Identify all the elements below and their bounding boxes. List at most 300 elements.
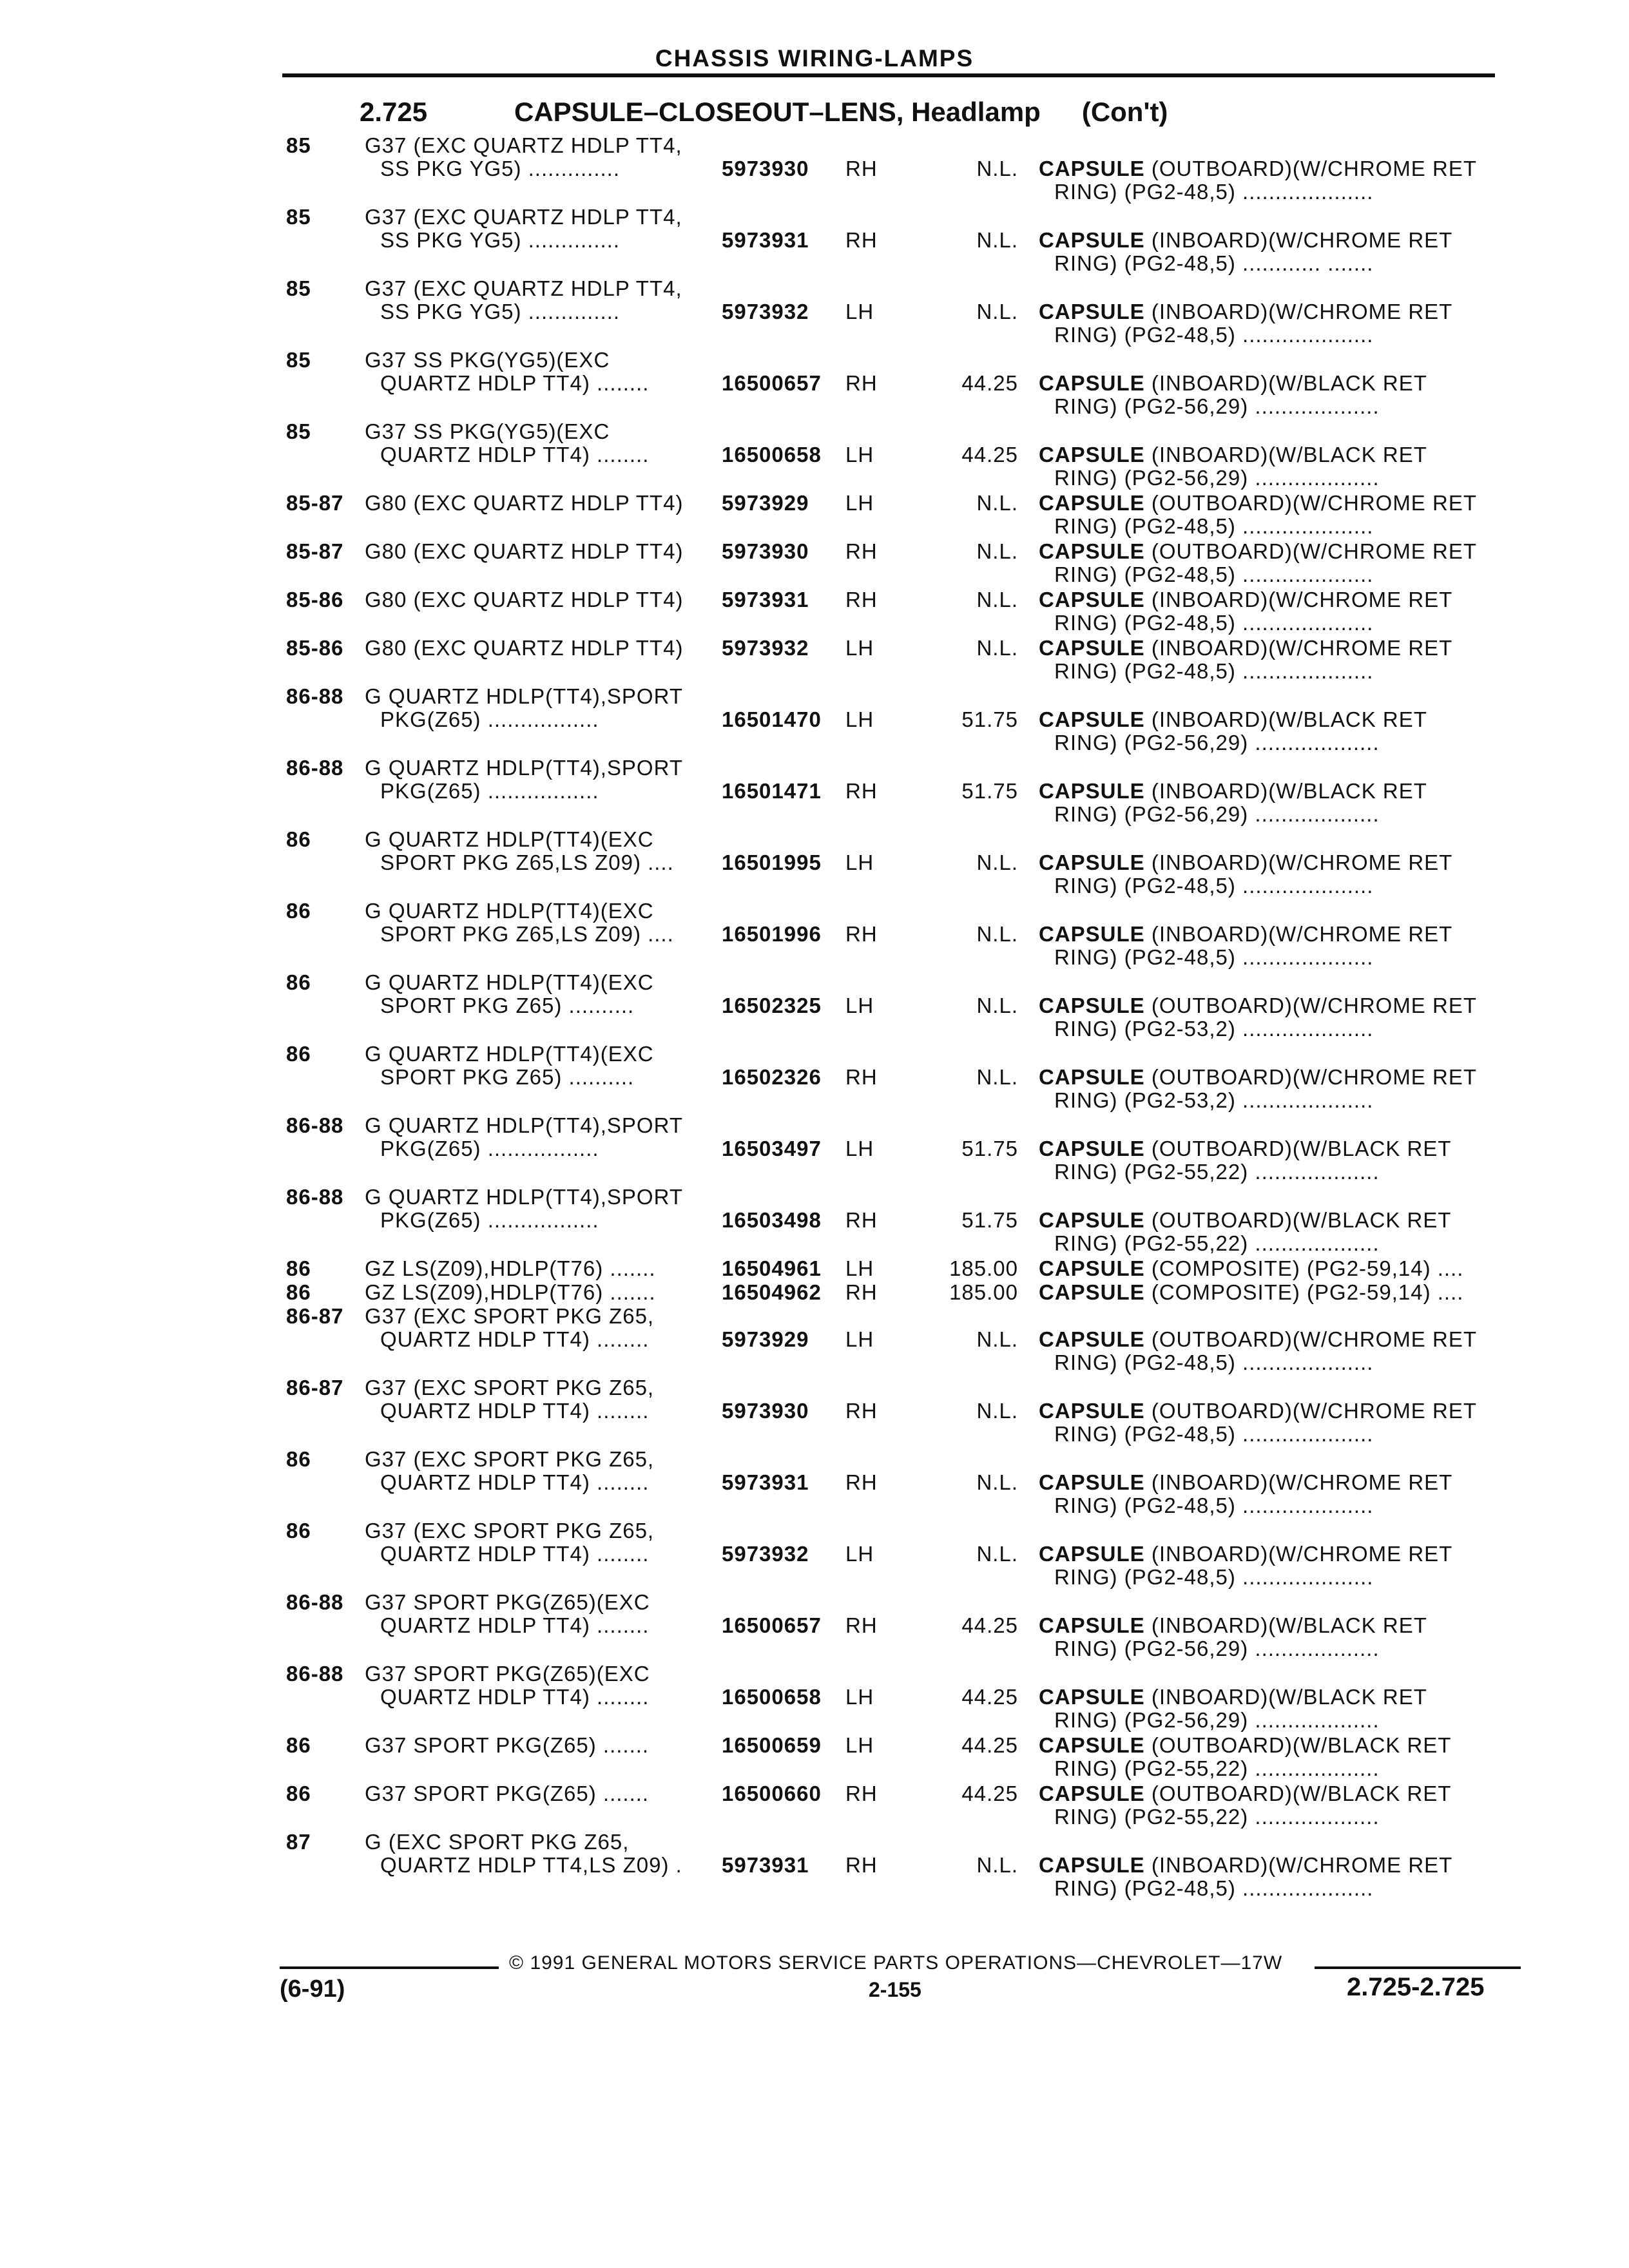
entry-year: 85-87 [286, 539, 344, 563]
entry-side: LH [845, 1137, 874, 1160]
entry-description [1039, 1614, 1427, 1637]
footer-rule-left [280, 1966, 499, 1969]
entry-description-detail: (COMPOSITE) (PG2-59,14) .... [1144, 1280, 1464, 1304]
parts-entry [0, 1831, 1629, 1902]
entry-description [1039, 1137, 1452, 1160]
entry-description [1039, 1281, 1463, 1304]
entry-description-detail: (INBOARD)(W/BLACK RET [1144, 371, 1427, 395]
entry-price: 51.75 [961, 1137, 1018, 1160]
entry-description-detail: (INBOARD)(W/BLACK RET [1144, 707, 1427, 731]
entry-description [1039, 994, 1477, 1017]
entry-price: 44.25 [961, 1782, 1018, 1805]
entry-application-line1: G QUARTZ HDLP(TT4),SPORT [365, 684, 683, 708]
entry-year: 86-88 [286, 1662, 344, 1686]
parts-entry [0, 277, 1629, 349]
entry-part-number: 5973930 [722, 1399, 809, 1423]
entry-price: N.L. [976, 1470, 1018, 1494]
entry-application-line2: PKG(Z65) ................. [380, 707, 599, 731]
entry-description-ring: RING) (PG2-48,5) ............ ....... [1054, 251, 1374, 275]
entry-description-detail: (OUTBOARD)(W/CHROME RET [1144, 994, 1477, 1017]
entry-application-line1: G80 (EXC QUARTZ HDLP TT4) [365, 491, 684, 515]
entry-description-detail: (INBOARD)(W/BLACK RET [1144, 443, 1427, 466]
entry-description-detail: (INBOARD)(W/CHROME RET [1144, 922, 1453, 946]
parts-entry [0, 1257, 1629, 1281]
entry-description-keyword: CAPSULE [1039, 779, 1145, 803]
entry-part-number: 5973931 [722, 228, 809, 252]
entry-application-line2: SPORT PKG Z65) .......... [380, 1065, 635, 1089]
footer-copyright: © 1991 GENERAL MOTORS SERVICE PARTS OPERATIONS—CHEVROLET—17W [509, 1952, 1283, 1974]
entry-year: 86 [286, 827, 311, 851]
entry-description [1039, 1399, 1477, 1423]
entry-description-keyword: CAPSULE [1039, 371, 1145, 395]
entry-application-line1: G37 (EXC QUARTZ HDLP TT4, [365, 205, 682, 229]
entry-part-number: 16501471 [722, 779, 822, 803]
entry-application-line1: G37 SPORT PKG(Z65) ....... [365, 1782, 650, 1805]
entry-description [1039, 1471, 1452, 1494]
entry-year: 86 [286, 1280, 311, 1304]
entry-description [1039, 1257, 1463, 1280]
entry-description [1039, 1854, 1452, 1877]
entry-description-ring: RING) (PG2-56,29) ................... [1054, 394, 1380, 418]
entry-part-number: 16502325 [722, 994, 822, 1017]
entry-description-keyword: CAPSULE [1039, 1613, 1145, 1637]
entry-description [1039, 588, 1452, 611]
entry-application-line2: QUARTZ HDLP TT4) ........ [380, 1327, 650, 1351]
entry-description-detail: (INBOARD)(W/BLACK RET [1144, 779, 1427, 803]
entry-description [1039, 492, 1477, 515]
entry-price: N.L. [976, 1853, 1018, 1877]
entry-year: 86 [286, 1782, 311, 1805]
entry-part-number: 5973931 [722, 588, 809, 611]
entry-application-line2: QUARTZ HDLP TT4) ........ [380, 1613, 650, 1637]
entry-price: N.L. [976, 539, 1018, 563]
entry-part-number: 16500658 [722, 1685, 822, 1709]
entry-application-line1: GZ LS(Z09),HDLP(T76) ....... [365, 1280, 656, 1304]
entry-application-line2: SS PKG YG5) .............. [380, 157, 621, 180]
entry-description-ring: RING) (PG2-48,5) .................... [1054, 1565, 1374, 1589]
entry-part-number: 16500657 [722, 371, 822, 395]
parts-entry [0, 756, 1629, 828]
entry-description-keyword: CAPSULE [1039, 1542, 1145, 1566]
entry-application-line2: SS PKG YG5) .............. [380, 300, 621, 323]
entry-application-line2: QUARTZ HDLP TT4) ........ [380, 443, 650, 466]
entry-application-line1: G37 SPORT PKG(Z65)(EXC [365, 1590, 650, 1614]
entry-application-line2: SS PKG YG5) .............. [380, 228, 621, 252]
header-rule [282, 73, 1495, 77]
entry-side: RH [845, 371, 878, 395]
entry-application-line2: SPORT PKG Z65) .......... [380, 994, 635, 1017]
entry-price: 185.00 [949, 1280, 1018, 1304]
entry-side: LH [845, 707, 874, 731]
entry-year: 85 [286, 133, 311, 157]
entry-description [1039, 157, 1477, 180]
entry-description-keyword: CAPSULE [1039, 1470, 1145, 1494]
entry-description-keyword: CAPSULE [1039, 443, 1145, 466]
entry-description [1039, 1328, 1477, 1351]
entry-description-detail: (OUTBOARD)(W/BLACK RET [1144, 1208, 1452, 1232]
entry-description-ring: RING) (PG2-48,5) .................... [1054, 659, 1374, 683]
entry-price: 185.00 [949, 1256, 1018, 1280]
entry-description-detail: (INBOARD)(W/CHROME RET [1144, 636, 1453, 660]
entry-part-number: 16504962 [722, 1280, 822, 1304]
entry-description-keyword: CAPSULE [1039, 1065, 1145, 1089]
entry-price: N.L. [976, 1399, 1018, 1423]
entry-part-number: 5973929 [722, 1327, 809, 1351]
entry-description [1039, 923, 1452, 946]
entry-part-number: 16502326 [722, 1065, 822, 1089]
entry-year: 86 [286, 1519, 311, 1542]
entry-description-keyword: CAPSULE [1039, 1280, 1145, 1304]
parts-entry [0, 492, 1629, 540]
entry-description-ring: RING) (PG2-55,22) ................... [1054, 1160, 1380, 1184]
entry-part-number: 5973931 [722, 1853, 809, 1877]
entry-year: 86 [286, 1256, 311, 1280]
entry-side: RH [845, 1208, 878, 1232]
entry-application-line1: G QUARTZ HDLP(TT4)(EXC [365, 1042, 654, 1066]
entry-description-detail: (INBOARD)(W/CHROME RET [1144, 1542, 1453, 1566]
parts-entry [0, 828, 1629, 899]
section-name: CAPSULE–CLOSEOUT–LENS, Headlamp [514, 97, 1041, 127]
entry-description [1039, 229, 1452, 252]
entry-price: 44.25 [961, 1733, 1018, 1757]
entry-application-line1: G37 SS PKG(YG5)(EXC [365, 348, 610, 372]
entry-side: LH [845, 850, 874, 874]
entry-description-keyword: CAPSULE [1039, 922, 1145, 946]
parts-entry [0, 540, 1629, 588]
entry-application-line2: QUARTZ HDLP TT4) ........ [380, 1470, 650, 1494]
entry-side: RH [845, 922, 878, 946]
entry-side: RH [845, 779, 878, 803]
entry-side: LH [845, 1327, 874, 1351]
entry-side: LH [845, 636, 874, 660]
entry-description-ring: RING) (PG2-48,5) .................... [1054, 180, 1374, 204]
entry-price: 44.25 [961, 1613, 1018, 1637]
parts-entry [0, 1281, 1629, 1305]
entry-description-detail: (INBOARD)(W/CHROME RET [1144, 228, 1453, 252]
entry-description-ring: RING) (PG2-48,5) .................... [1054, 611, 1374, 635]
entry-year: 86-88 [286, 756, 344, 780]
section-number: 2.725 [360, 97, 428, 127]
entry-price: N.L. [976, 228, 1018, 252]
entry-side: RH [845, 1065, 878, 1089]
parts-entry [0, 637, 1629, 685]
entry-year: 86-88 [286, 1185, 344, 1209]
parts-list [0, 134, 1629, 1902]
entry-year: 85 [286, 419, 311, 443]
entry-description-keyword: CAPSULE [1039, 636, 1145, 660]
entry-application-line1: G37 SPORT PKG(Z65)(EXC [365, 1662, 650, 1686]
footer-section-range: 2.725-2.725 [1347, 1973, 1485, 2001]
footer-date: (6-91) [280, 1975, 345, 2003]
entry-part-number: 16501996 [722, 922, 822, 946]
entry-year: 86-87 [286, 1376, 344, 1399]
entry-side: LH [845, 1256, 874, 1280]
entry-year: 86-88 [286, 1590, 344, 1614]
parts-entry [0, 1186, 1629, 1257]
entry-year: 86-88 [286, 684, 344, 708]
entry-part-number: 16501470 [722, 707, 822, 731]
entry-application-line1: G37 SPORT PKG(Z65) ....... [365, 1733, 650, 1757]
entry-price: 44.25 [961, 443, 1018, 466]
entry-part-number: 16500657 [722, 1613, 822, 1637]
entry-part-number: 16500658 [722, 443, 822, 466]
entry-application-line1: G37 (EXC SPORT PKG Z65, [365, 1519, 655, 1542]
entry-application-line1: G (EXC SPORT PKG Z65, [365, 1830, 630, 1854]
entry-part-number: 5973930 [722, 157, 809, 180]
entry-description-detail: (INBOARD)(W/BLACK RET [1144, 1613, 1427, 1637]
entry-description-detail: (OUTBOARD)(W/BLACK RET [1144, 1782, 1452, 1805]
entry-description-keyword: CAPSULE [1039, 539, 1145, 563]
entry-description [1039, 540, 1477, 563]
entry-side: LH [845, 443, 874, 466]
entry-description-ring: RING) (PG2-55,22) ................... [1054, 1756, 1380, 1780]
entry-description-ring: RING) (PG2-48,5) .................... [1054, 874, 1374, 898]
entry-price: N.L. [976, 1542, 1018, 1566]
parts-entry [0, 1591, 1629, 1662]
entry-side: LH [845, 1685, 874, 1709]
parts-entry [0, 1734, 1629, 1782]
entry-application-line1: G80 (EXC QUARTZ HDLP TT4) [365, 636, 684, 660]
entry-price: N.L. [976, 1065, 1018, 1089]
entry-part-number: 5973931 [722, 1470, 809, 1494]
entry-side: RH [845, 157, 878, 180]
entry-side: LH [845, 1733, 874, 1757]
entry-year: 86 [286, 1447, 311, 1471]
entry-application-line2: QUARTZ HDLP TT4,LS Z09) . [380, 1853, 682, 1877]
section-title [360, 97, 1168, 128]
entry-description-detail: (OUTBOARD)(W/CHROME RET [1144, 157, 1477, 180]
entry-description-detail: (OUTBOARD)(W/CHROME RET [1144, 1399, 1477, 1423]
entry-description-detail: (OUTBOARD)(W/BLACK RET [1144, 1733, 1452, 1757]
entry-description [1039, 780, 1427, 803]
entry-year: 85 [286, 348, 311, 372]
entry-description-ring: RING) (PG2-55,22) ................... [1054, 1231, 1380, 1255]
entry-description-ring: RING) (PG2-48,5) .................... [1054, 1494, 1374, 1517]
entry-part-number: 16504961 [722, 1256, 822, 1280]
parts-entry [0, 134, 1629, 206]
entry-side: RH [845, 1470, 878, 1494]
entry-part-number: 16500660 [722, 1782, 822, 1805]
entry-description-detail: (INBOARD)(W/CHROME RET [1144, 1470, 1453, 1494]
parts-entry [0, 1376, 1629, 1448]
entry-application-line1: G37 (EXC SPORT PKG Z65, [365, 1304, 655, 1328]
parts-entry [0, 206, 1629, 277]
entry-application-line1: G QUARTZ HDLP(TT4)(EXC [365, 827, 654, 851]
entry-price: 44.25 [961, 1685, 1018, 1709]
entry-description-ring: RING) (PG2-48,5) .................... [1054, 323, 1374, 347]
entry-application-line2: SPORT PKG Z65,LS Z09) .... [380, 850, 674, 874]
entry-side: RH [845, 1782, 878, 1805]
footer-page-number: 2-155 [869, 1978, 921, 2001]
entry-description-keyword: CAPSULE [1039, 228, 1145, 252]
entry-description-detail: (INBOARD)(W/CHROME RET [1144, 1853, 1453, 1877]
entry-side: RH [845, 1280, 878, 1304]
parts-entry [0, 349, 1629, 420]
entry-description [1039, 1782, 1452, 1805]
entry-description-ring: RING) (PG2-55,22) ................... [1054, 1805, 1380, 1829]
entry-price: N.L. [976, 491, 1018, 515]
parts-entry [0, 1305, 1629, 1376]
entry-price: N.L. [976, 922, 1018, 946]
entry-application-line1: G37 (EXC SPORT PKG Z65, [365, 1376, 655, 1399]
entry-application-line2: PKG(Z65) ................. [380, 1208, 599, 1232]
entry-description-detail: (INBOARD)(W/CHROME RET [1144, 300, 1453, 323]
section-continued: (Con't) [1081, 97, 1168, 127]
entry-side: RH [845, 228, 878, 252]
entry-part-number: 5973930 [722, 539, 809, 563]
entry-part-number: 16500659 [722, 1733, 822, 1757]
entry-price: N.L. [976, 994, 1018, 1017]
entry-year: 87 [286, 1830, 311, 1854]
entry-year: 85 [286, 276, 311, 300]
entry-description-ring: RING) (PG2-56,29) ................... [1054, 731, 1380, 754]
entry-description [1039, 1686, 1427, 1709]
entry-price: 51.75 [961, 779, 1018, 803]
entry-side: RH [845, 539, 878, 563]
entry-year: 85-86 [286, 588, 344, 611]
entry-description-keyword: CAPSULE [1039, 491, 1145, 515]
entry-application-line1: G37 (EXC SPORT PKG Z65, [365, 1447, 655, 1471]
entry-year: 86 [286, 899, 311, 923]
entry-side: RH [845, 588, 878, 611]
entry-description-keyword: CAPSULE [1039, 1853, 1145, 1877]
parts-entry [0, 685, 1629, 756]
entry-description-detail: (INBOARD)(W/CHROME RET [1144, 850, 1453, 874]
entry-description-keyword: CAPSULE [1039, 1256, 1145, 1280]
entry-application-line2: PKG(Z65) ................. [380, 779, 599, 803]
entry-description-detail: (OUTBOARD)(W/CHROME RET [1144, 1327, 1477, 1351]
entry-year: 85-87 [286, 491, 344, 515]
parts-entry [0, 1782, 1629, 1831]
entry-description-ring: RING) (PG2-48,5) .................... [1054, 514, 1374, 538]
entry-side: RH [845, 1399, 878, 1423]
entry-application-line2: QUARTZ HDLP TT4) ........ [380, 371, 650, 395]
entry-description-keyword: CAPSULE [1039, 1685, 1145, 1709]
entry-description [1039, 1542, 1452, 1566]
entry-description-keyword: CAPSULE [1039, 1782, 1145, 1805]
entry-description-ring: RING) (PG2-48,5) .................... [1054, 1350, 1374, 1374]
entry-description-keyword: CAPSULE [1039, 1137, 1145, 1160]
entry-description-ring: RING) (PG2-56,29) ................... [1054, 802, 1380, 826]
entry-description [1039, 1209, 1452, 1232]
parts-entry [0, 1114, 1629, 1186]
entry-description-detail: (OUTBOARD)(W/CHROME RET [1144, 491, 1477, 515]
entry-description [1039, 637, 1452, 660]
entry-application-line1: G37 (EXC QUARTZ HDLP TT4, [365, 276, 682, 300]
entry-application-line1: G QUARTZ HDLP(TT4),SPORT [365, 756, 683, 780]
entry-application-line1: G80 (EXC QUARTZ HDLP TT4) [365, 588, 684, 611]
entry-description-keyword: CAPSULE [1039, 1399, 1145, 1423]
entry-description [1039, 300, 1452, 323]
entry-description [1039, 708, 1427, 731]
parts-entry [0, 588, 1629, 637]
entry-application-line1: GZ LS(Z09),HDLP(T76) ....... [365, 1256, 656, 1280]
footer-rule-right [1315, 1966, 1521, 1969]
entry-description-detail: (OUTBOARD)(W/CHROME RET [1144, 539, 1477, 563]
entry-description-ring: RING) (PG2-56,29) ................... [1054, 1708, 1380, 1732]
entry-description-ring: RING) (PG2-48,5) .................... [1054, 1876, 1374, 1900]
parts-entry [0, 1043, 1629, 1114]
entry-year: 85-86 [286, 636, 344, 660]
entry-part-number: 5973932 [722, 636, 809, 660]
entry-description [1039, 443, 1427, 466]
entry-year: 86 [286, 1042, 311, 1066]
entry-price: N.L. [976, 157, 1018, 180]
entry-application-line2: QUARTZ HDLP TT4) ........ [380, 1399, 650, 1423]
entry-application-line1: G QUARTZ HDLP(TT4),SPORT [365, 1185, 683, 1209]
parts-entry [0, 1662, 1629, 1734]
entry-description-detail: (INBOARD)(W/CHROME RET [1144, 588, 1453, 611]
parts-entry [0, 1448, 1629, 1519]
entry-description-keyword: CAPSULE [1039, 1733, 1145, 1757]
entry-application-line2: QUARTZ HDLP TT4) ........ [380, 1542, 650, 1566]
entry-description-keyword: CAPSULE [1039, 157, 1145, 180]
entry-price: N.L. [976, 636, 1018, 660]
entry-application-line1: G QUARTZ HDLP(TT4)(EXC [365, 899, 654, 923]
parts-entry [0, 1519, 1629, 1591]
entry-application-line2: PKG(Z65) ................. [380, 1137, 599, 1160]
entry-year: 86 [286, 970, 311, 994]
entry-price: 44.25 [961, 371, 1018, 395]
entry-description-detail: (COMPOSITE) (PG2-59,14) .... [1144, 1256, 1464, 1280]
entry-description-keyword: CAPSULE [1039, 300, 1145, 323]
entry-description-ring: RING) (PG2-48,5) .................... [1054, 562, 1374, 586]
entry-description [1039, 1734, 1452, 1757]
entry-description-keyword: CAPSULE [1039, 850, 1145, 874]
parts-entry [0, 899, 1629, 971]
entry-side: LH [845, 491, 874, 515]
entry-part-number: 5973929 [722, 491, 809, 515]
entry-description [1039, 372, 1427, 395]
entry-application-line2: QUARTZ HDLP TT4) ........ [380, 1685, 650, 1709]
entry-part-number: 16501995 [722, 850, 822, 874]
entry-description-ring: RING) (PG2-56,29) ................... [1054, 466, 1380, 490]
entry-description-ring: RING) (PG2-53,2) .................... [1054, 1088, 1374, 1112]
entry-part-number: 5973932 [722, 1542, 809, 1566]
entry-description [1039, 851, 1452, 874]
entry-side: LH [845, 1542, 874, 1566]
entry-part-number: 16503498 [722, 1208, 822, 1232]
entry-application-line1: G37 SS PKG(YG5)(EXC [365, 419, 610, 443]
entry-year: 86-87 [286, 1304, 344, 1328]
entry-description-ring: RING) (PG2-48,5) .................... [1054, 1422, 1374, 1446]
entry-description-detail: (INBOARD)(W/BLACK RET [1144, 1685, 1427, 1709]
entry-description-ring: RING) (PG2-56,29) ................... [1054, 1637, 1380, 1660]
entry-description-keyword: CAPSULE [1039, 1327, 1145, 1351]
parts-entry [0, 971, 1629, 1043]
entry-price: N.L. [976, 588, 1018, 611]
entry-side: RH [845, 1853, 878, 1877]
entry-year: 86 [286, 1733, 311, 1757]
entry-year: 86-88 [286, 1113, 344, 1137]
parts-entry [0, 420, 1629, 492]
entry-price: 51.75 [961, 707, 1018, 731]
entry-side: LH [845, 300, 874, 323]
entry-description-keyword: CAPSULE [1039, 994, 1145, 1017]
entry-price: 51.75 [961, 1208, 1018, 1232]
entry-description-keyword: CAPSULE [1039, 707, 1145, 731]
entry-application-line1: G QUARTZ HDLP(TT4),SPORT [365, 1113, 683, 1137]
entry-application-line2: SPORT PKG Z65,LS Z09) .... [380, 922, 674, 946]
entry-side: RH [845, 1613, 878, 1637]
entry-description-detail: (OUTBOARD)(W/CHROME RET [1144, 1065, 1477, 1089]
entry-application-line1: G80 (EXC QUARTZ HDLP TT4) [365, 539, 684, 563]
entry-price: N.L. [976, 1327, 1018, 1351]
page-header-title: CHASSIS WIRING-LAMPS [655, 45, 974, 72]
entry-application-line1: G37 (EXC QUARTZ HDLP TT4, [365, 133, 682, 157]
entry-description-keyword: CAPSULE [1039, 588, 1145, 611]
entry-year: 85 [286, 205, 311, 229]
